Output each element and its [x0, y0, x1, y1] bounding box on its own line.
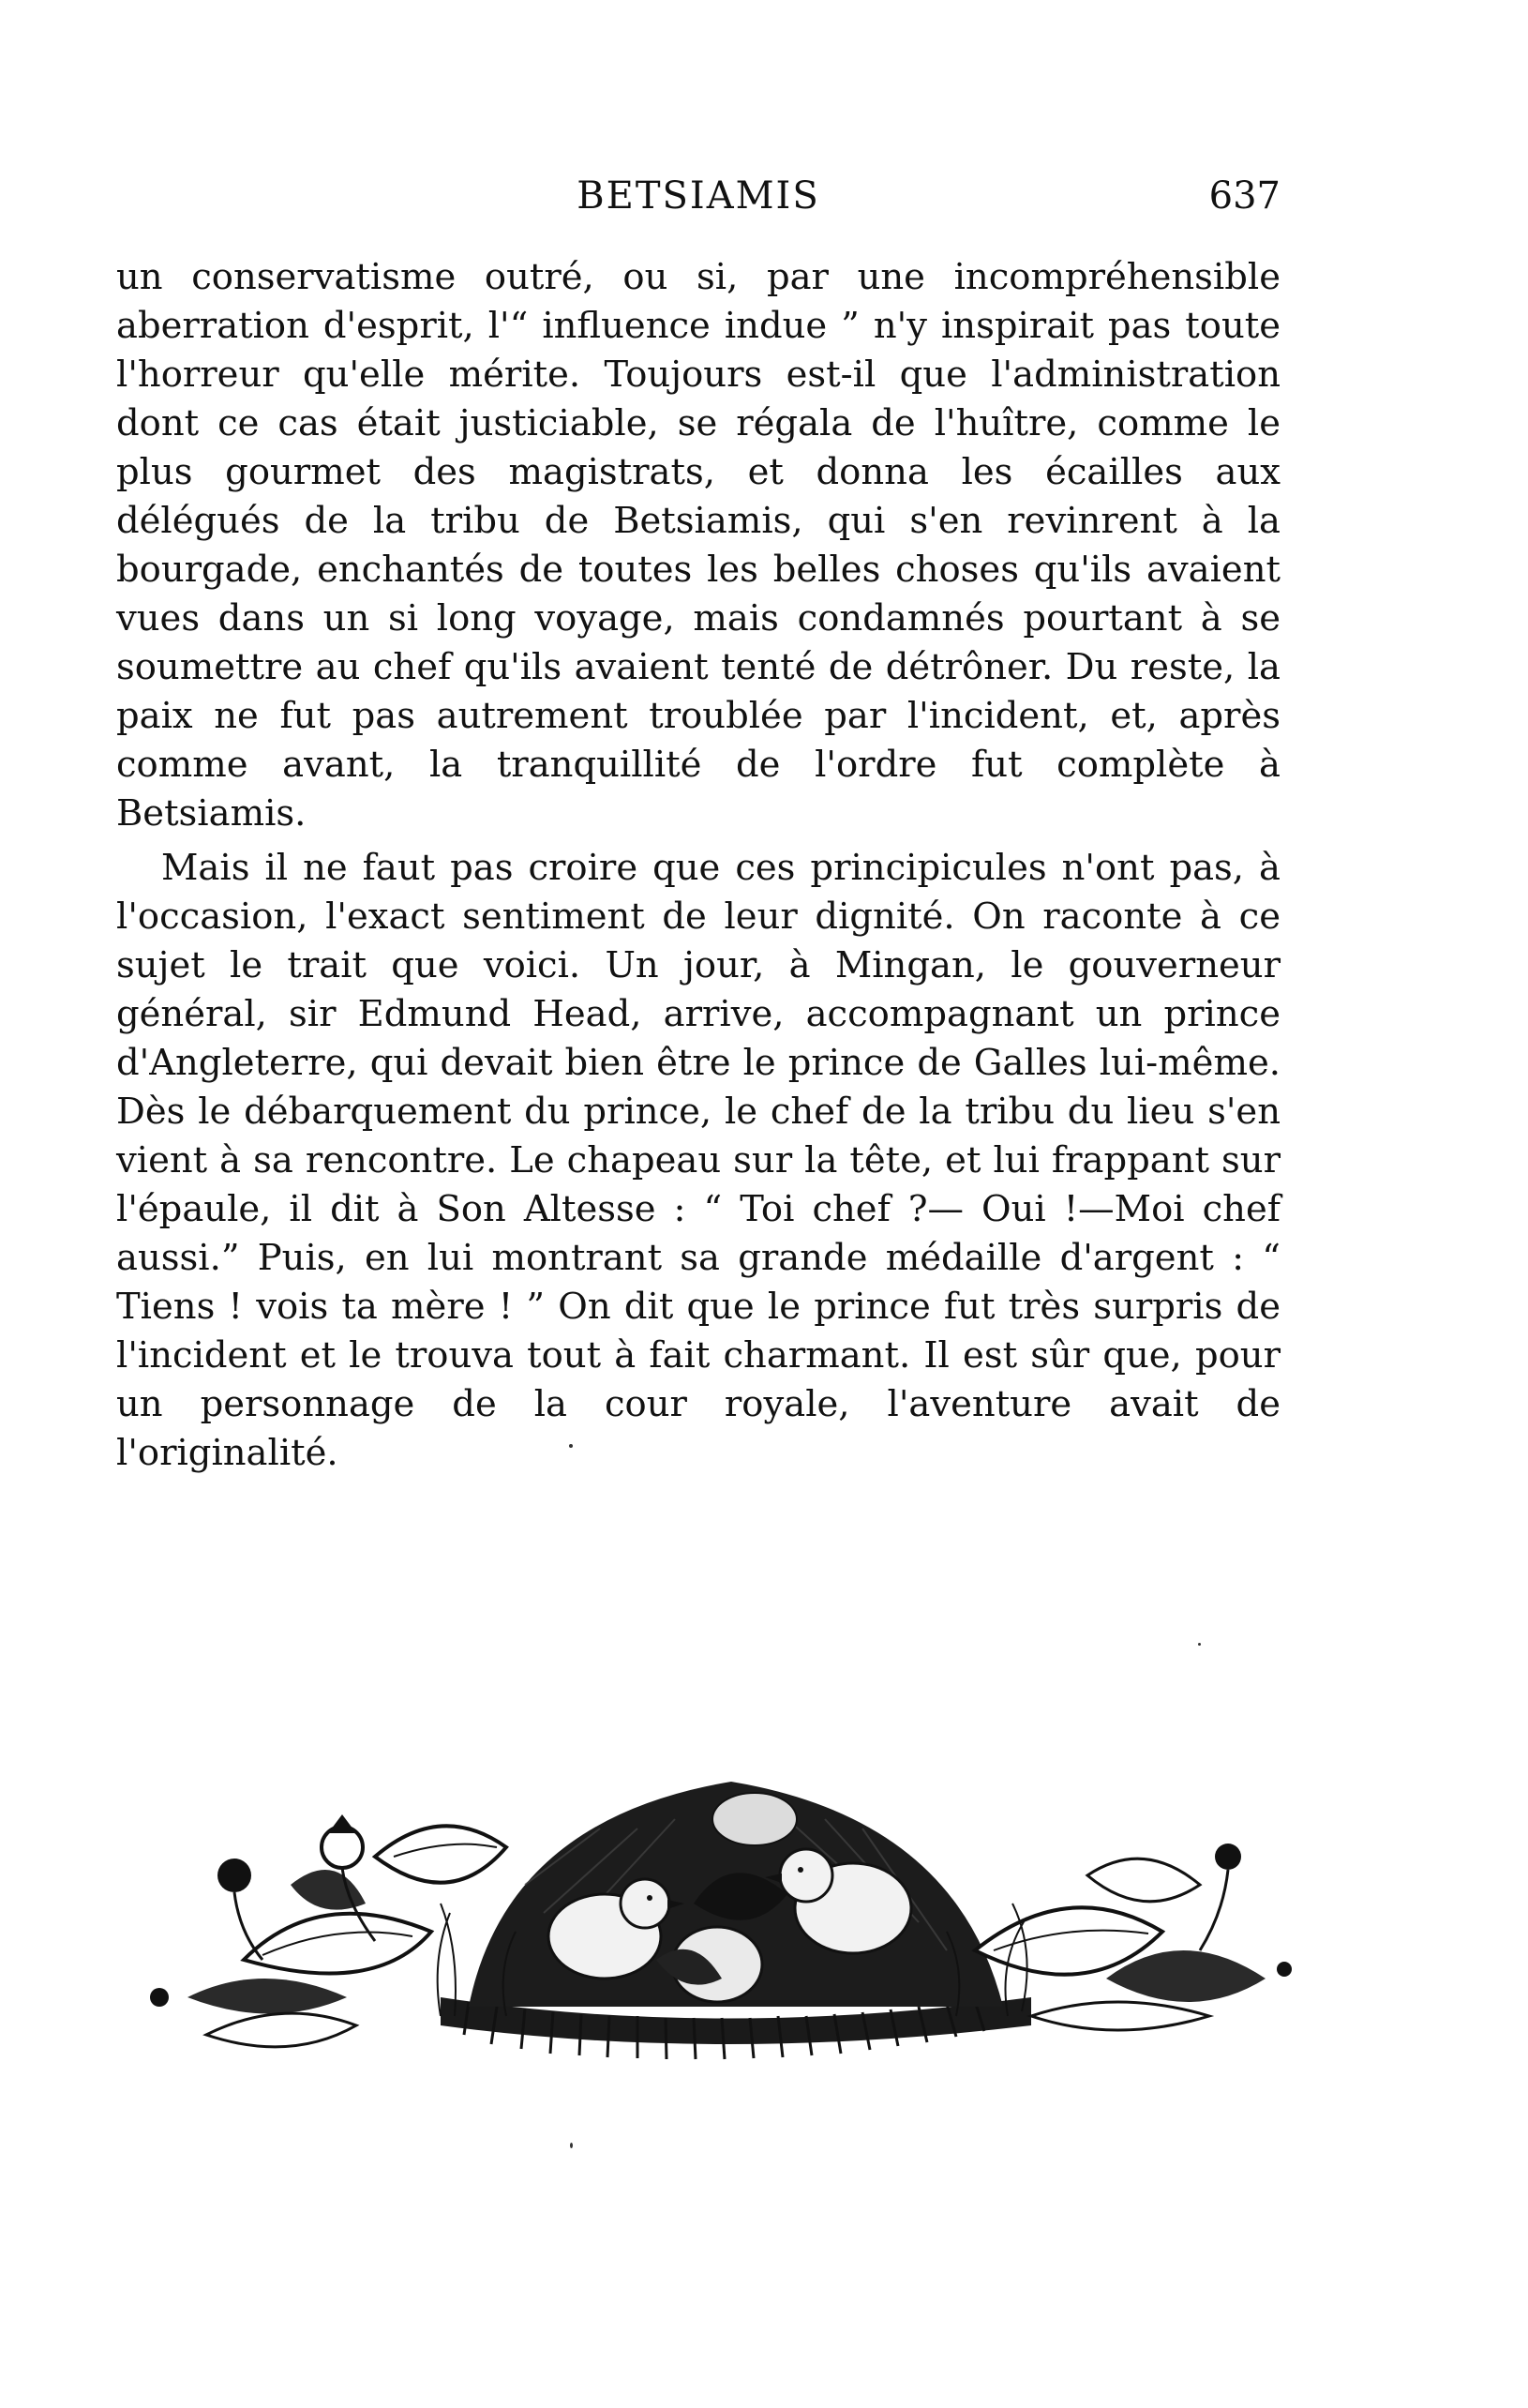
- paragraph-1: un conservatisme outré, ou si, par une incompréhensible aberration d'esprit, l'“ influence indue ” n'y inspirait pas toute l'horreur qu'elle mérite. Toujours est-il que l'administration dont ce cas était justiciable, se régala de l'huître, comme le plus gourmet des magistrats, et donna les écailles aux délégués de la tribu de Betsiamis, qui s'en revinrent à la bourgade, enchantés de toutes les belles choses qu'ils avaient vues dans un si long voyage, mais condamnés pourtant à se soumettre au chef qu'ils avaient tenté de détrôner. Du reste, la paix ne fut pas autrement troublée par l'incident, et, après comme avant, la tranquillité de l'ordre fut complète à Betsiamis.: [116, 256, 1281, 835]
- running-title: BETSIAMIS: [577, 174, 820, 218]
- page-number: 637: [1208, 174, 1281, 218]
- paragraph-2: Mais il ne faut pas croire que ces principicules n'ont pas, à l'occasion, l'exact sentiment de leur dignité. On raconte à ce sujet le trait que voici. Un jour, à Mingan, le gouverneur général, sir Edmund Head, arrive, accompagnant un prince d'Angleterre, qui devait bien être le prince de Galles lui-même. Dès le débarquement du prince, le chef de la tribu du lieu s'en vient à sa rencontre. Le chapeau sur la tête, et lui frappant sur l'épaule, il dit à Son Altesse : “ Toi chef ?— Oui !—Moi chef aussi.” Puis, en lui montrant sa grande médaille d'argent : “ Tiens ! vois ta mère ! ” On dit que le prince fut très surpris de l'incident et le trouva tout à fait charmant. Il est sûr que, pour un personnage de la cour royale, l'aventure avait de l'originalité.: [116, 847, 1281, 1474]
- print-speck: [1198, 1643, 1201, 1646]
- chicks-and-foliage-vignette-icon: [131, 1716, 1303, 2110]
- print-speck: [569, 1444, 573, 1448]
- print-speck: [570, 2143, 573, 2148]
- page-header: [116, 174, 1281, 231]
- body-text: [116, 253, 1281, 1478]
